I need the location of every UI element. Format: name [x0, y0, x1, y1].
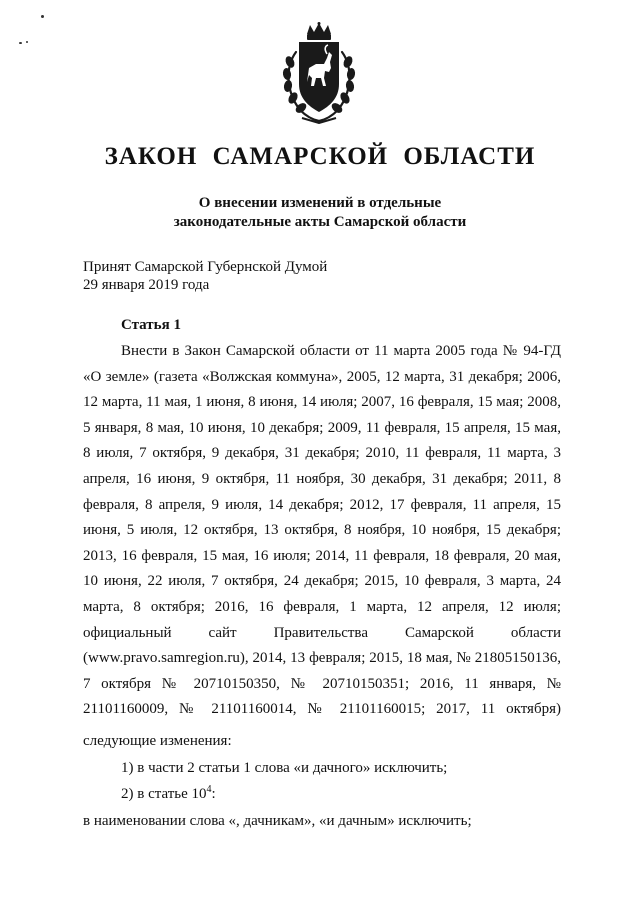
- law-subtitle-line2: законодательные акты Самарской области: [173, 214, 467, 230]
- scan-speck: [19, 42, 22, 44]
- law-subtitle: [0, 194, 640, 232]
- article-body: [83, 339, 561, 723]
- amendment-item-2-colon: :: [211, 786, 216, 802]
- amendment-item-2: [121, 786, 216, 803]
- law-title: ЗАКОН САМАРСКОЙ ОБЛАСТИ: [104, 143, 536, 170]
- scan-speck: [41, 15, 44, 18]
- article-body-end: следующие изменения:: [83, 733, 232, 749]
- amendment-item-2-text: 2) в статье 10: [121, 786, 207, 802]
- scan-speck: [26, 41, 28, 43]
- amendment-item-3: в наименовании слова «, дачникам», «и дачным» исключить;: [83, 813, 472, 829]
- article-heading: Статья 1: [121, 317, 181, 333]
- coat-of-arms-icon: [280, 22, 358, 124]
- adoption-date: 29 января 2019 года: [83, 277, 210, 293]
- amendment-item-1: 1) в части 2 статьи 1 слова «и дачного» исключить;: [121, 760, 448, 776]
- article-body-paragraph: Внести в Закон Самарской области от 11 марта 2005 года № 94-ГД «О земле» (газета «Волжская коммуна», 2005, 12 марта, 31 декабря; 2006, 12 марта, 11 мая, 1 июня, 8 июня, 14 июля; 2007, 16 февраля, 15 мая; 2008, 5 января, 8 мая, 10 июня, 10 декабря; 2009, 11 февраля, 15 апреля, 15 мая, 8 июля, 7 октября, 9 декабря, 31 декабря; 2010, 11 февраля, 11 марта, 3 апреля, 16 июня, 9 октября, 11 ноября, 30 декабря, 31 декабря; 2011, 8 февраля, 8 апреля, 9 июля, 14 декабря; 2012, 17 февраля, 11 апреля, 15 июня, 5 июля, 12 октября, 13 октября, 8 ноября, 10 ноября, 15 декабря; 2013, 16 февраля, 15 мая, 16 июля; 2014, 11 февраля, 18 февраля, 20 мая, 10 июня, 22 июля, 7 октября, 24 декабря; 2015, 10 февраля, 3 марта, 24 марта, 8 октября; 2016, 16 февраля, 1 марта, 12 апреля, 12 июля; официальный сайт Правительства Самарской области (www.pravo.samregion.ru), 2014, 13 февраля; 2015, 18 мая, № 21805150136, 7 октября № 20710150350, № 20710150351; 2016, 11 января, № 21101160009, № 21101160014, № 21101160015; 2017, 11 октября): [83, 343, 561, 718]
- law-subtitle-line1: О внесении изменений в отдельные: [198, 195, 442, 211]
- amendment-item-2-superscript: 4: [206, 784, 212, 795]
- adoption-info: [83, 258, 327, 294]
- adoption-body: Принят Самарской Губернской Думой: [83, 259, 328, 275]
